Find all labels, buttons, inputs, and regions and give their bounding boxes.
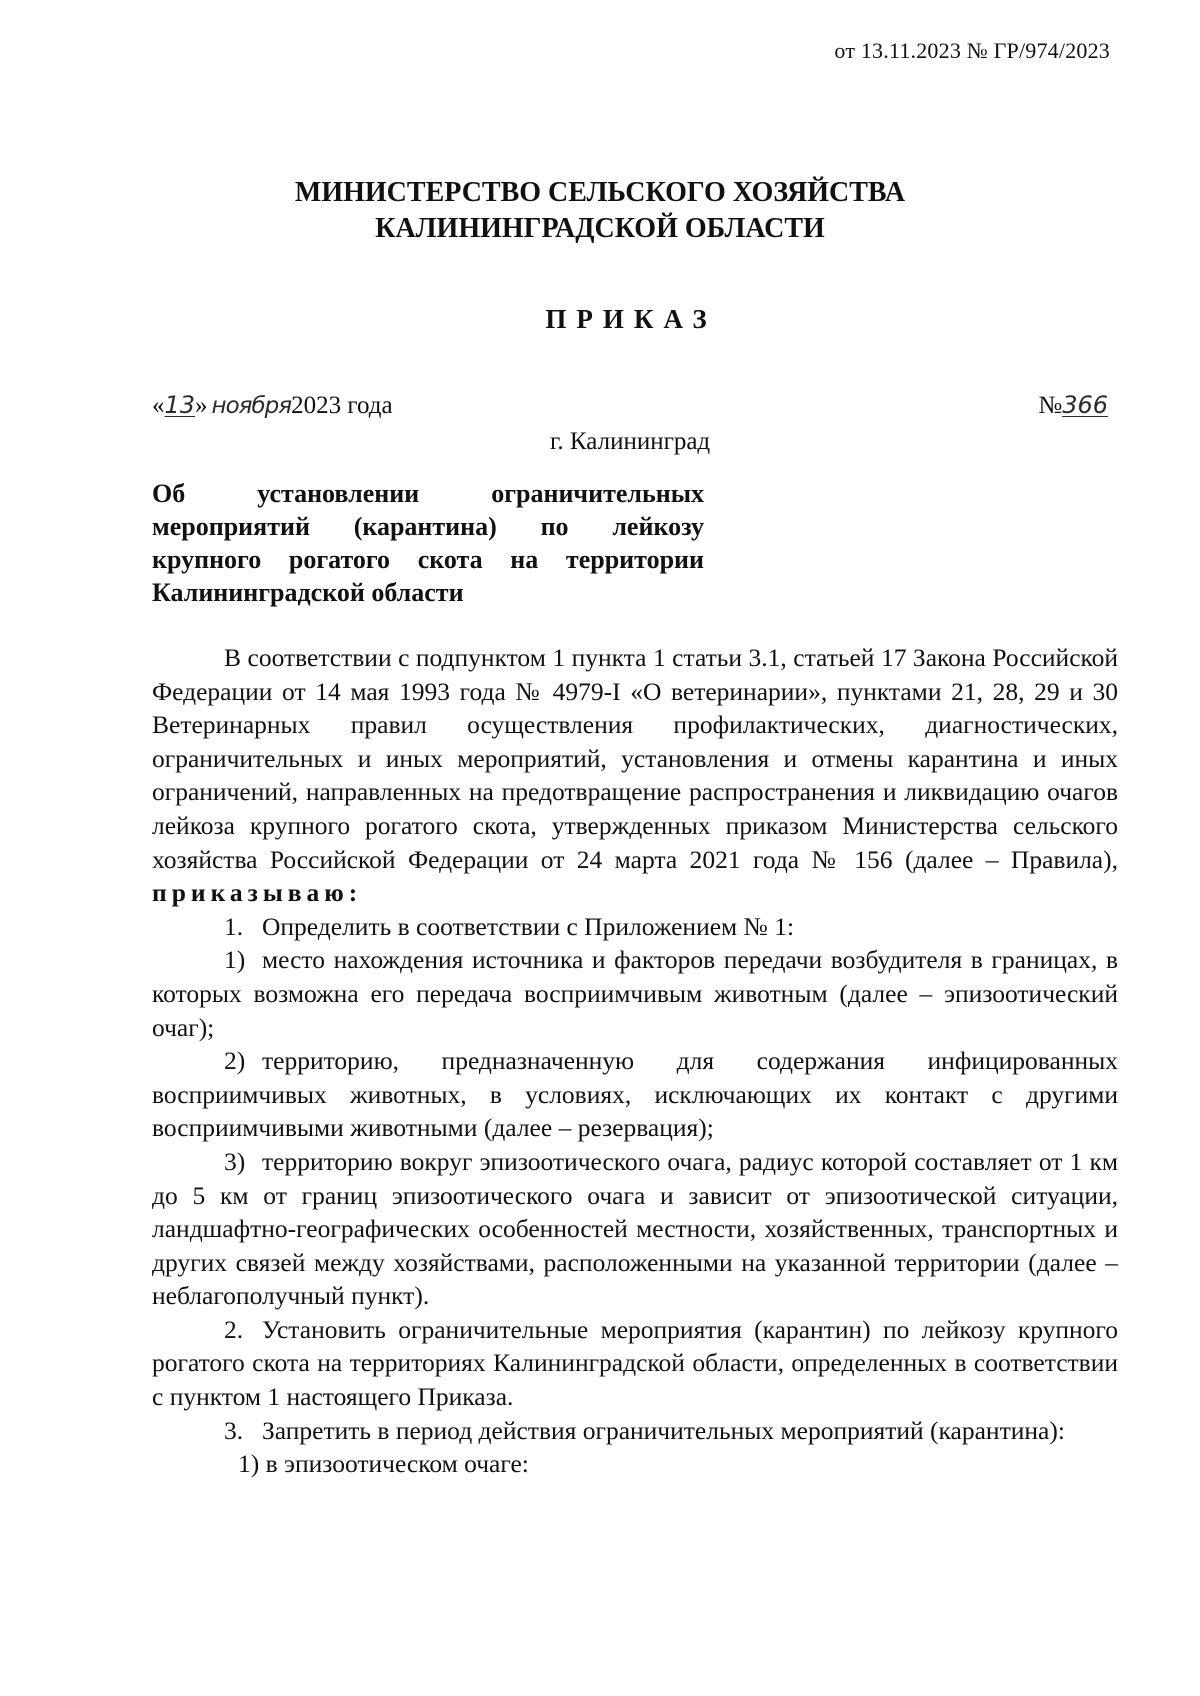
handwritten-month: ноября (211, 393, 292, 419)
clause-1-2 (152, 1044, 1118, 1145)
clause-1-1 (152, 943, 1118, 1044)
ministry-heading-line2: КАЛИНИНГРАДСКОЙ ОБЛАСТИ (375, 213, 825, 244)
orders-word: приказываю: (152, 878, 363, 908)
registration-number: от 13.11.2023 № ГР/974/2023 (834, 38, 1110, 63)
clause-1-number: 1. (224, 911, 244, 941)
clause-3-text: Запретить в период действия ограничительных мероприятий (карантина): (262, 1415, 1065, 1445)
clause-1-text: Определить в соответствии с Приложением № 1: (262, 911, 795, 941)
clause-2-text: Установить ограничительные мероприятия (карантин) по лейкозу крупного рогатого скота на территориях Калининградской области, определенных в соответствии с пунктом 1 настоящего Приказа. (152, 1314, 1118, 1412)
clause-3-number: 3. (224, 1415, 244, 1445)
subject-line1: Об установлении ограничительных (152, 479, 704, 508)
order-number (1038, 391, 1108, 420)
order-city: г. Калининград (550, 428, 711, 455)
handwritten-number: 366 (1062, 391, 1108, 419)
subject-line3: крупного рогатого скота на территории (152, 545, 704, 574)
clause-2-number: 2. (224, 1314, 244, 1344)
quote-close: » (195, 392, 208, 419)
clause-3-1 (152, 1447, 1118, 1481)
clause-1-3 (152, 1145, 1118, 1313)
subject-line2: мероприятий (карантина) по лейкозу (152, 512, 704, 541)
order-title: ПРИКАЗ (545, 304, 717, 334)
ministry-heading (0, 175, 1200, 247)
ministry-heading-line1: МИНИСТЕРСТВО СЕЛЬСКОГО ХОЗЯЙСТВА (294, 177, 906, 208)
clause-3-1-text: 1) в эпизоотическом очаге: (238, 1449, 529, 1479)
preamble-paragraph (152, 641, 1118, 910)
number-prefix: № (1038, 392, 1063, 419)
clause-1 (152, 910, 1118, 944)
subject-line4: Калининградской области (152, 578, 464, 607)
clause-2 (152, 1313, 1118, 1414)
order-subject (152, 477, 704, 609)
clause-1-1-number: 1) (224, 945, 246, 975)
preamble-text: В соответствии с подпунктом 1 пункта 1 статьи 3.1, статьей 17 Закона Российской Федерации от 14 мая 1993 года № 4979-I «О ветеринарии», пунктами 21, 28, 29 и 30 Ветеринарных правил осуществления профилактических, диагностических, ограничительных и иных мероприятий, установления и отмены карантина и иных ограничений, направленных на предотвращение распространения и ликвидацию очагов лейкоза крупного рогатого скота, утвержденных приказом Министерства сельского хозяйства Российской Федерации от 24 марта 2021 года № 156 (далее – Правила), (152, 643, 1118, 874)
clause-1-1-text: место нахождения источника и факторов передачи возбудителя в границах, в которых возможна его передача восприимчивым животным (далее – эпизоотический очаг); (152, 945, 1118, 1042)
clause-1-2-number: 2) (224, 1046, 246, 1076)
order-body (152, 641, 1118, 1481)
quote-open: « (152, 392, 165, 419)
clause-1-3-text: территорию вокруг эпизоотического очага, радиус которой составляет от 1 км до 5 км от границ эпизоотического очага и зависит от эпизоотической ситуации, ландшафтно-географических особенностей местности, хозяйственных, транспортных и других связей между хозяйствами, расположенными на указанной территории (далее – неблагополучный пункт). (152, 1146, 1118, 1311)
order-year: 2023 года (291, 392, 393, 419)
clause-1-3-number: 3) (224, 1146, 246, 1176)
clause-1-2-text: территорию, предназначенную для содержания инфицированных восприимчивых животных, в условиях, исключающих их контакт с другими восприимчивыми животными (далее – резервация); (152, 1046, 1118, 1143)
clause-3 (152, 1414, 1118, 1448)
order-date (152, 391, 393, 420)
handwritten-day: 13 (164, 391, 196, 419)
